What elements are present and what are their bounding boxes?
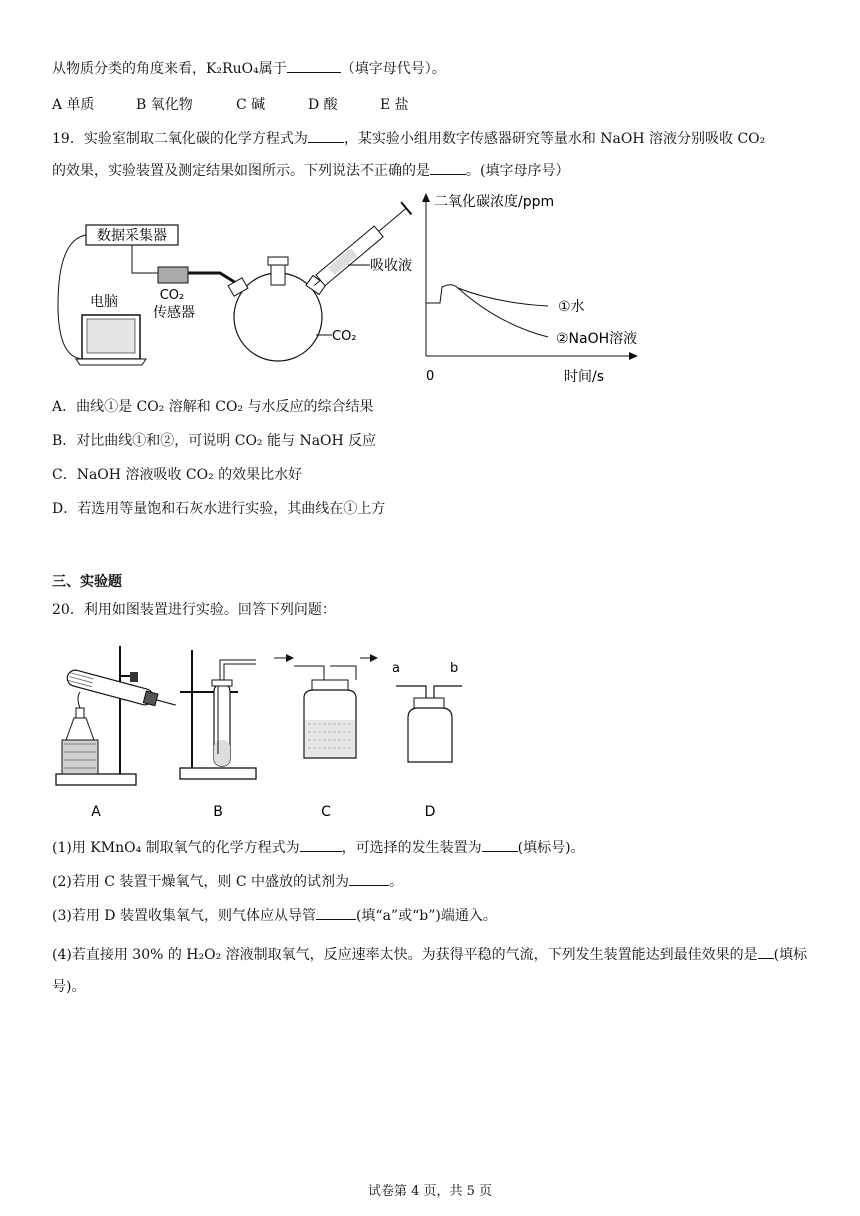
label-c: C <box>321 804 331 820</box>
absorbent-label: 吸收液 <box>370 258 412 274</box>
co2-concentration-chart <box>418 190 658 390</box>
q19-choice-blank[interactable] <box>430 160 466 175</box>
label-b: B <box>213 804 223 820</box>
q19-stem-line2 <box>52 160 569 181</box>
sensor-tube <box>188 273 236 283</box>
q19-equation-blank[interactable] <box>308 128 344 143</box>
q20-p4-device-blank[interactable] <box>758 944 774 959</box>
apparatus-c <box>274 654 378 758</box>
flask-gas-label: CO₂ <box>332 329 357 344</box>
q20-p2-reagent-blank[interactable] <box>349 871 389 886</box>
q20-stem: 20．利用如图装置进行实验。回答下列问题： <box>52 602 336 618</box>
apparatus-d <box>392 661 462 762</box>
q20-p4-b: (填标号)。 <box>52 947 808 995</box>
q19-option-d: D．若选用等量饱和石灰水进行实验，其曲线在①上方 <box>52 501 386 517</box>
q20-apparatus-figure <box>52 636 482 826</box>
q20-part4 <box>52 939 812 1003</box>
q19-apparatus-diagram <box>52 195 422 375</box>
co2-sensor-icon <box>158 267 188 283</box>
q20-p4-a: (4)若直接用 30% 的 H₂O₂ 溶液制取氧气，反应速率太快。为获得平稳的气流，下列发生装置能达到最佳效果的是 <box>52 947 758 963</box>
q20-part2 <box>52 871 403 892</box>
q19-line1-a: 19．实验室制取二氧化碳的化学方程式为 <box>52 131 308 147</box>
q19-stem-line1 <box>52 128 765 149</box>
q18-option-a: A 单质 <box>52 97 95 113</box>
q19-line2-b: 。(填字母序号） <box>466 163 570 179</box>
q19-line1-b: ，某实验小组用数字传感器研究等量水和 NaOH 溶液分别吸收 CO₂ <box>343 131 766 147</box>
q18-option-d: D 酸 <box>308 97 338 113</box>
curve-water <box>426 285 548 306</box>
apparatus-b <box>180 650 256 779</box>
q20-part3 <box>52 905 497 926</box>
computer-icon <box>76 315 146 365</box>
curve-naoh <box>458 288 548 337</box>
q19-option-b: B．对比曲线①和②，可说明 CO₂ 能与 NaOH 反应 <box>52 433 377 449</box>
flask-neck <box>271 263 285 285</box>
q18-option-c: C 碱 <box>236 97 266 113</box>
collector-sensor-cable <box>132 245 158 273</box>
q20-part1 <box>52 837 585 858</box>
q18-answer-blank[interactable] <box>287 58 341 73</box>
q20-p1-a: (1)用 KMnO₄ 制取氧气的化学方程式为 <box>52 840 300 856</box>
q20-p1-b: ，可选择的发生装置为 <box>341 840 482 856</box>
chart-y-label: 二氧化碳浓度/ppm <box>434 194 555 210</box>
q18-stem <box>52 58 446 79</box>
q20-p1-equation-blank[interactable] <box>300 837 342 852</box>
q20-p2-b: 。 <box>389 874 404 890</box>
port-a-label: a <box>392 661 400 676</box>
flask-stopper <box>268 257 288 265</box>
q18-stem-c: （填字母代号）。 <box>340 61 446 77</box>
q20-p1-c: (填标号)。 <box>517 840 585 856</box>
chart-x-label: 时间/s <box>564 369 605 385</box>
chart-origin-label: 0 <box>426 369 435 384</box>
sensor-label-bottom: 传感器 <box>153 305 195 321</box>
curve-water-label: ①水 <box>558 299 585 315</box>
syringe-icon <box>309 202 411 291</box>
q20-p3-b: (填“a”或“b”)端通入。 <box>355 908 497 924</box>
q19-option-c: C．NaOH 溶液吸收 CO₂ 的效果比水好 <box>52 467 303 483</box>
q19-option-a: A．曲线①是 CO₂ 溶解和 CO₂ 与水反应的综合结果 <box>52 399 374 415</box>
q18-stem-a: 从物质分类的角度来看， <box>52 61 206 77</box>
q20-p3-port-blank[interactable] <box>316 905 356 920</box>
q20-p3-a: (3)若用 D 装置收集氧气，则气体应从导管 <box>52 908 316 924</box>
port-b-label: b <box>450 661 459 676</box>
curve-naoh-label: ②NaOH溶液 <box>556 331 638 347</box>
label-d: D <box>424 804 436 820</box>
q18-stem-b: 属于 <box>258 61 287 77</box>
page-footer: 试卷第 4 页，共 5 页 <box>367 1184 493 1199</box>
q18-option-e: E 盐 <box>380 97 409 113</box>
label-a: A <box>91 804 101 820</box>
collector-label: 数据采集器 <box>97 228 167 244</box>
q19-line2-a: 的效果，实验装置及测定结果如图所示。下列说法不正确的是 <box>52 163 430 179</box>
apparatus-a <box>56 646 178 785</box>
section-heading: 三、实验题 <box>52 574 122 590</box>
q20-p2-a: (2)若用 C 装置干燥氧气，则 C 中盛放的试剂为 <box>52 874 350 890</box>
q20-p1-device-blank[interactable] <box>482 837 518 852</box>
x-axis-arrow-icon <box>629 352 638 360</box>
sensor-label-top: CO₂ <box>159 288 185 303</box>
q18-formula: K₂RuO₄ <box>206 61 259 77</box>
y-axis-arrow-icon <box>422 193 430 202</box>
q18-option-b: B 氧化物 <box>136 97 193 113</box>
computer-label: 电脑 <box>90 294 118 310</box>
